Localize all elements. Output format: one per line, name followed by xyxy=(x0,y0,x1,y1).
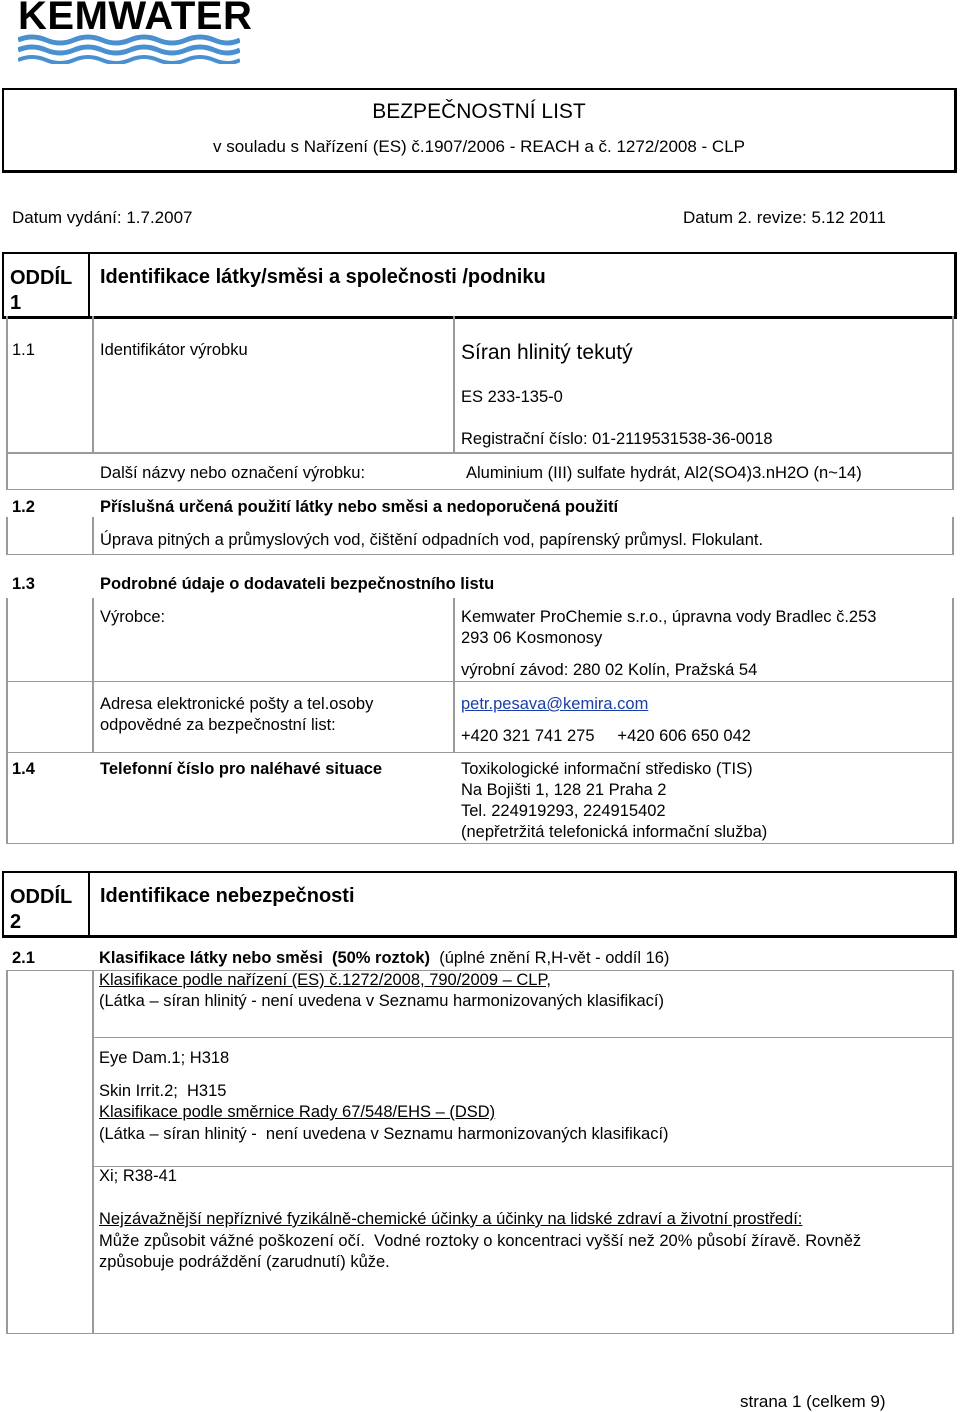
email-label-line1: Adresa elektronické pošty a tel.osoby xyxy=(100,695,374,713)
page-number: strana 1 (celkem 9) xyxy=(740,1392,886,1411)
emergency-line2: Na Bojišti 1, 128 21 Praha 2 xyxy=(461,781,667,799)
document-title: BEZPEČNOSTNÍ LIST xyxy=(372,100,586,123)
s1-3-label: Podrobné údaje o dodavateli bezpečnostního listu xyxy=(100,575,495,593)
section-2-header xyxy=(2,871,957,938)
s1-4-number: 1.4 xyxy=(12,760,35,778)
producer-address-line1: Kemwater ProChemie s.r.o., úpravna vody Bradlec č.253 xyxy=(461,608,877,626)
skin-classification: Skin Irrit.2; H315 xyxy=(99,1082,227,1100)
section-1-header xyxy=(2,252,957,319)
producer-label: Výrobce: xyxy=(100,608,166,626)
other-names-value: Aluminium (III) sulfate hydrát, Al2(SO4)3.nH2O (n~14) xyxy=(466,464,862,482)
emergency-line1: Toxikologické informační středisko (TIS) xyxy=(461,760,753,778)
es-number: ES 233-135-0 xyxy=(461,388,563,406)
company-logo xyxy=(18,0,253,64)
email-link[interactable]: petr.pesava@kemira.com xyxy=(461,695,649,713)
effects-heading: Nejzávažnější nepříznivé fyzikálně-chemické účinky a účinky na lidské zdraví a životní prostředí: xyxy=(99,1210,803,1228)
s1-1-number: 1.1 xyxy=(12,341,35,359)
s1-2-number: 1.2 xyxy=(12,498,35,516)
registration-number: Registrační číslo: 01-2119531538-36-0018 xyxy=(461,430,773,448)
s2-1-number: 2.1 xyxy=(12,949,35,967)
s1-3-number: 1.3 xyxy=(12,575,35,593)
eye-classification: Eye Dam.1; H318 xyxy=(99,1049,230,1067)
clp-note: (Látka – síran hlinitý - není uvedena v Seznamu harmonizovaných klasifikací) xyxy=(99,992,664,1010)
section-1-label: ODDÍL 1 xyxy=(10,267,73,314)
product-name: Síran hlinitý tekutý xyxy=(461,341,633,364)
section-2-divider xyxy=(88,873,90,935)
s1-4-label: Telefonní číslo pro naléhavé situace xyxy=(100,760,383,778)
intended-use-text: Úprava pitných a průmyslových vod, čištění odpadních vod, papírenský průmysl. Flokulant. xyxy=(100,531,764,549)
effects-line1: Může způsobit vážné poškození očí. Vodné roztoky o koncentraci vyšší než 20% působí žíravě. Rovněž xyxy=(99,1232,862,1250)
effects-line2: způsobuje podráždění (zarudnutí) kůže. xyxy=(99,1253,390,1271)
s1-2-label: Příslušná určená použití látky nebo směsi a nedoporučená použití xyxy=(100,498,619,516)
s2-1-heading xyxy=(99,949,669,968)
s2-1-label-note: (úplné znění R,H-vět - oddíl 16) xyxy=(430,949,670,967)
section-2-title: Identifikace nebezpečnosti xyxy=(100,885,355,907)
emergency-line3: Tel. 224919293, 224915402 xyxy=(461,802,666,820)
other-names-label: Další názvy nebo označení výrobku: xyxy=(100,464,366,482)
title-box xyxy=(2,88,957,173)
revision-date: Datum 2. revize: 5.12 2011 xyxy=(683,208,886,227)
issue-date: Datum vydání: 1.7.2007 xyxy=(12,208,193,227)
production-plant: výrobní závod: 280 02 Kolín, Pražská 54 xyxy=(461,661,758,679)
section-2-label: ODDÍL 2 xyxy=(10,886,73,933)
logo-text: KEMWATER xyxy=(18,0,253,38)
document-subtitle: v souladu s Nařízení (ES) č.1907/2006 - REACH a č. 1272/2008 - CLP xyxy=(213,137,745,156)
section-1-divider xyxy=(88,254,90,316)
clp-heading: Klasifikace podle nařízení (ES) č.1272/2008, 790/2009 – CLP, xyxy=(99,971,551,989)
logo-waves-icon xyxy=(18,34,240,64)
s2-1-label: Klasifikace látky nebo směsi (50% roztok) xyxy=(99,949,431,967)
dsd-note: (Látka – síran hlinitý - není uvedena v Seznamu harmonizovaných klasifikací) xyxy=(99,1125,669,1143)
s1-1-label: Identifikátor výrobku xyxy=(100,341,248,359)
dsd-heading: Klasifikace podle směrnice Rady 67/548/EHS – (DSD) xyxy=(99,1103,496,1121)
producer-address-line2: 293 06 Kosmonosy xyxy=(461,629,603,647)
email-label-line2: odpovědné za bezpečnostní list: xyxy=(100,716,336,734)
section-1-title: Identifikace látky/směsi a společnosti /podniku xyxy=(100,266,546,288)
emergency-line4: (nepřetržitá telefonická informační služba) xyxy=(461,823,768,841)
xi-classification: Xi; R38-41 xyxy=(99,1167,177,1185)
contact-phones: +420 321 741 275 +420 606 650 042 xyxy=(461,727,751,745)
